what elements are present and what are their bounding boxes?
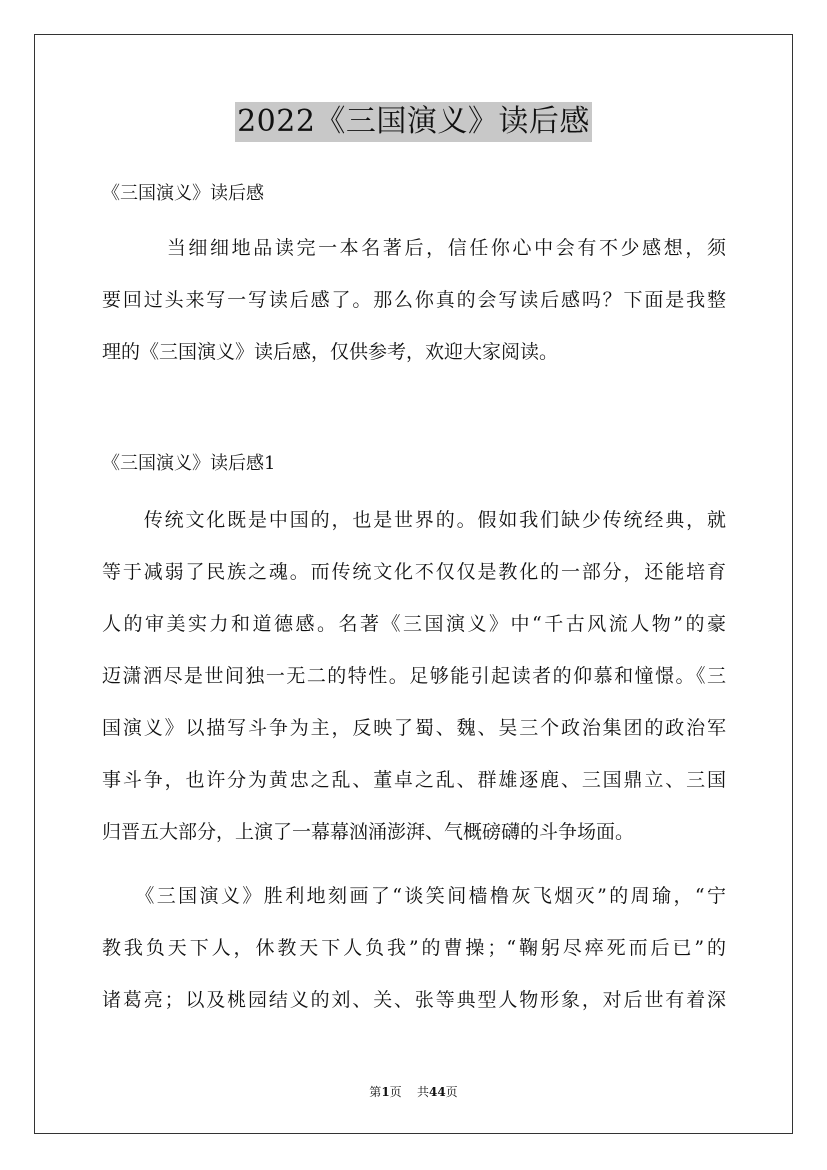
- total-suffix: 页: [445, 1085, 458, 1099]
- paragraph-line: 迈潇洒尽是世间独一无二的特性。足够能引起读者的仰慕和憧憬。《三: [102, 665, 726, 687]
- page-footer: [0, 1084, 827, 1100]
- page-number: 1: [381, 1085, 390, 1099]
- paragraph-line: 诸葛亮；以及桃园结义的刘、关、张等典型人物形象，对后世有着深: [102, 989, 726, 1011]
- paragraph-line: 当细细地品读完一本名著后，信任你心中会有不少感想，须: [102, 237, 726, 259]
- intro-paragraph: [102, 222, 726, 378]
- paragraph-line: 传统文化既是中国的，也是世界的。假如我们缺少传统经典，就: [102, 509, 726, 531]
- paragraph-line: 归晋五大部分，上演了一幕幕汹涌澎湃、气概磅礴的斗争场面。: [102, 821, 635, 843]
- paragraph-line: 等于减弱了民族之魂。而传统文化不仅仅是教化的一部分，还能培育: [102, 561, 726, 583]
- section1-heading: 《三国演义》读后感1: [102, 453, 276, 474]
- paragraph-line: 事斗争，也许分为黄忠之乱、董卓之乱、群雄逐鹿、三国鼎立、三国: [102, 769, 726, 791]
- page-suffix: 页: [389, 1085, 402, 1099]
- paragraph-line: 《三国演义》胜利地刻画了“谈笑间樯橹灰飞烟灭”的周瑜，“宁: [102, 885, 726, 907]
- document-title-wrap: [0, 102, 827, 142]
- total-pages: 44: [428, 1085, 446, 1099]
- paragraph-line: 人的审美实力和道德感。名著《三国演义》中“千古风流人物”的豪: [102, 613, 726, 635]
- document-title: 2022《三国演义》读后感: [235, 102, 592, 142]
- page-prefix: 第: [369, 1085, 382, 1099]
- total-prefix: 共: [416, 1085, 429, 1099]
- paragraph-line: 国演义》以描写斗争为主，反映了蜀、魏、吴三个政治集团的政治军: [102, 717, 726, 739]
- section1-paragraph-2: [102, 870, 726, 1026]
- paragraph-line: 理的《三国演义》读后感，仅供参考，欢迎大家阅读。: [102, 341, 559, 363]
- paragraph-line: 要回过头来写一写读后感了。那么你真的会写读后感吗？下面是我整: [102, 289, 726, 311]
- paragraph-line: 教我负天下人，休教天下人负我”的曹操；“鞠躬尽瘁死而后已”的: [102, 937, 726, 959]
- intro-heading: 《三国演义》读后感: [102, 183, 264, 204]
- section1-paragraph-1: [102, 494, 726, 858]
